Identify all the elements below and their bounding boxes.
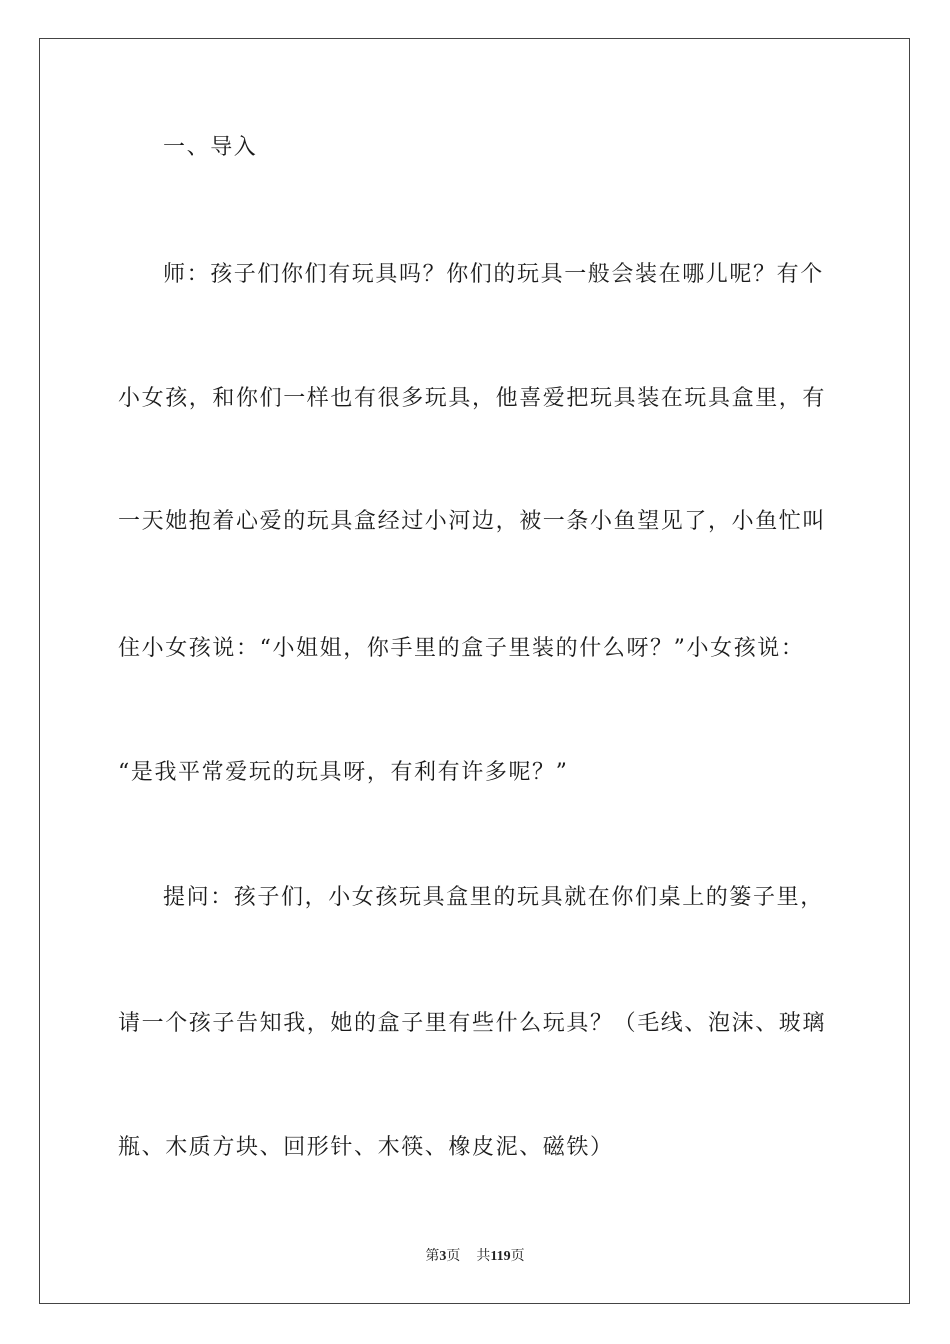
page-label-prefix: 第 — [425, 1249, 440, 1264]
total-label-prefix: 共 — [476, 1249, 491, 1264]
paragraph-line: 瓶、木质方块、回形针、木筷、橡皮泥、磁铁） — [118, 1135, 614, 1160]
page-footer — [0, 1247, 950, 1267]
paragraph-line: 住小女孩说：“小姐姐，你手里的盒子里装的什么呀？”小女孩说： — [118, 636, 805, 661]
page-number: 3 — [439, 1249, 447, 1264]
total-pages: 119 — [490, 1249, 511, 1264]
paragraph-line: 师：孩子们你们有玩具吗？你们的玩具一般会装在哪儿呢？有个 — [163, 262, 824, 287]
page-border — [39, 38, 910, 1304]
paragraph-line: “是我平常爱玩的玩具呀，有利有许多呢？” — [118, 760, 569, 785]
paragraph-line: 一天她抱着心爱的玩具盒经过小河边，被一条小鱼望见了，小鱼忙叫 — [118, 509, 827, 534]
total-label-suffix: 页 — [510, 1249, 525, 1264]
page-label-suffix: 页 — [446, 1249, 461, 1264]
paragraph-line: 请一个孩子告知我，她的盒子里有些什么玩具？（毛线、泡沫、玻璃 — [118, 1011, 827, 1036]
paragraph-line: 小女孩，和你们一样也有很多玩具，他喜爱把玩具装在玩具盒里，有 — [118, 386, 827, 411]
section-heading: 一、导入 — [163, 135, 258, 160]
paragraph-line: 提问：孩子们，小女孩玩具盒里的玩具就在你们桌上的篓子里， — [163, 885, 824, 910]
